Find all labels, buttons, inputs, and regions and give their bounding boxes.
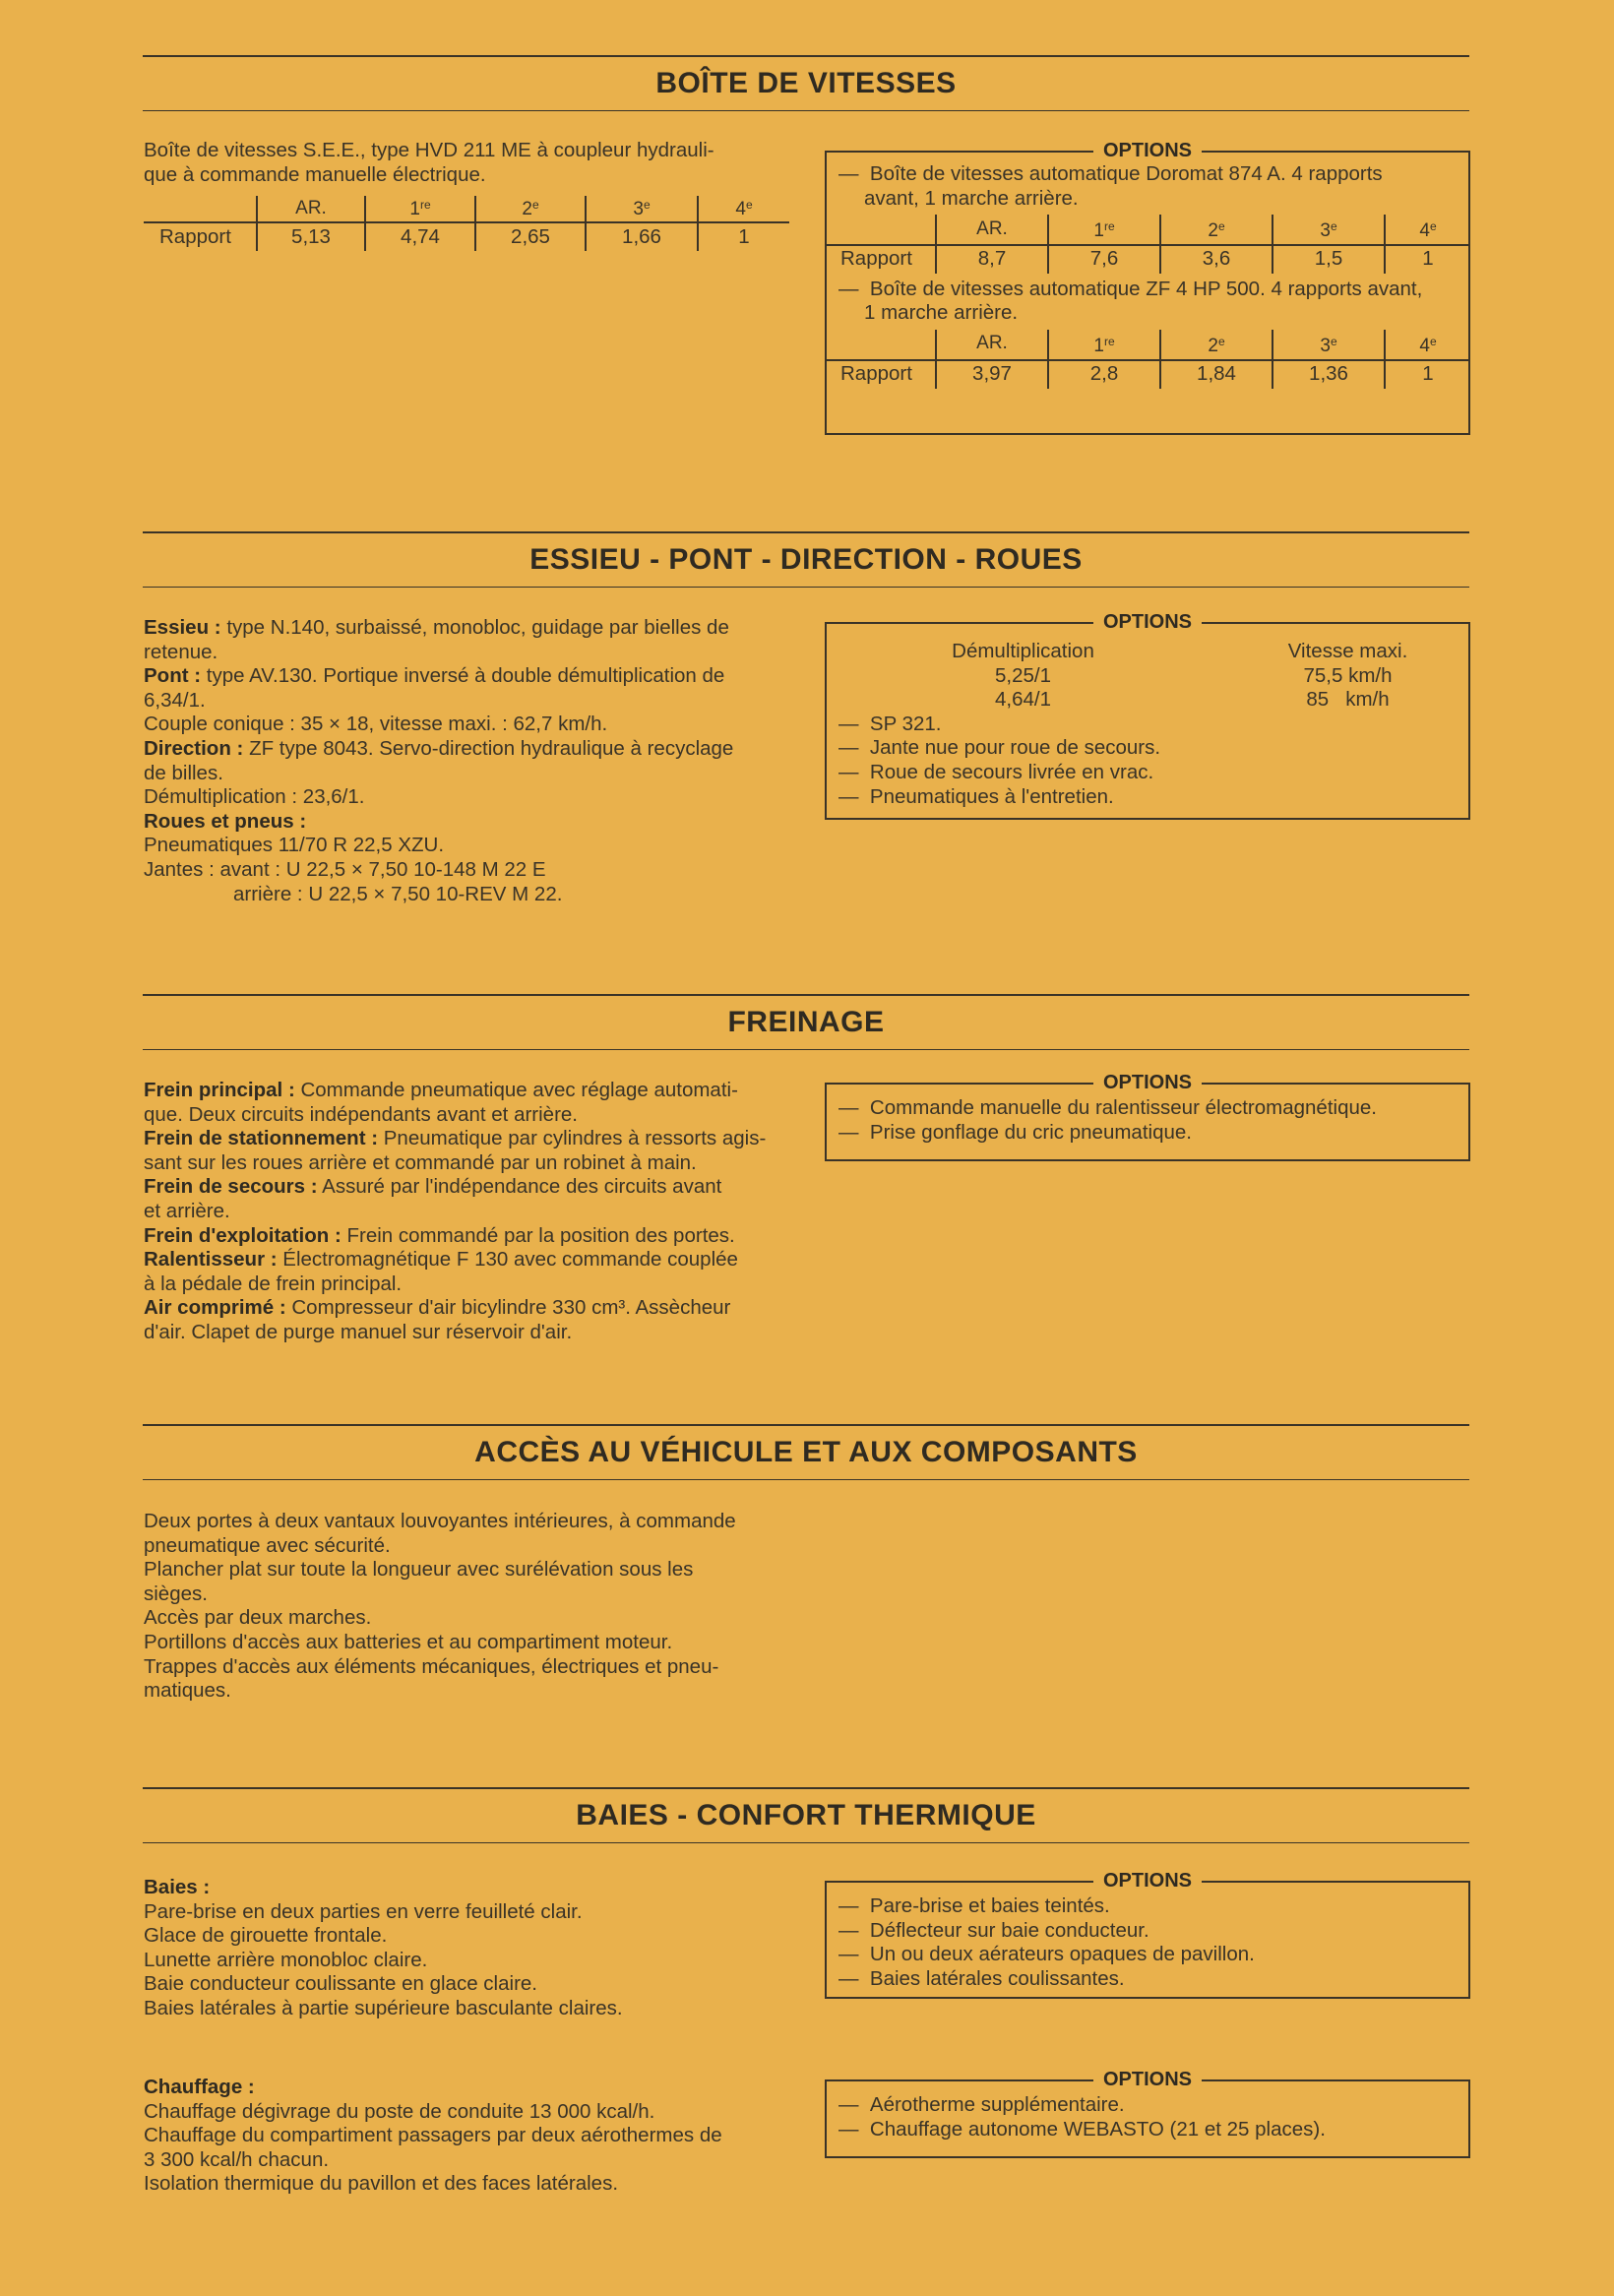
option-gear-cell: 1 <box>1385 245 1470 274</box>
section-title-freinage: FREINAGE <box>727 1006 885 1038</box>
option-gear-table-2: AR. 1re 2e 3e 4e Rapport 3,97 2,8 1,84 1,36 1 <box>827 330 1470 389</box>
option-item: — Commande manuelle du ralentisseur électromagnétique. <box>838 1096 1459 1121</box>
option-item: — Pare-brise et baies teintés. <box>838 1894 1459 1919</box>
chauffage-description: Chauffage : Chauffage dégivrage du poste de conduite 13 000 kcal/h. Chauffage du compartiment passagers par deux aérothermes de 3 300 kcal/h chacun. Isolation thermique du pavillon et des faces latérales. <box>144 2076 722 2196</box>
options-box-essieu: OPTIONS Démultiplication 5,25/1 4,64/1 Vitesse maxi. 75,5 km/h 85 km/h — SP 321. — Jante nue pour roue de secours. — Roue de secours livrée en vrac. — Pneumatiques à l'entretien. <box>825 622 1470 820</box>
essieu-description: Essieu : type N.140, surbaissé, monobloc, guidage par bielles de retenue. Pont : type AV.130. Portique inversé à double démultiplication de 6,34/1. Couple conique : 35 × 18, vitesse maxi. : 62,7 km/h. Direction : ZF type 8043. Servo-direction hydraulique à recyclage de billes. Démultiplication : 23,6/1. Roues et pneus : Pneumatiques 11/70 R 22,5 XZU. Jantes : avant : U 22,5 × 7,50 10-148 M 22 E arrière : U 22,5 × 7,50 10-REV M 22. <box>144 616 734 905</box>
option-item: — Roue de secours livrée en vrac. <box>838 761 1459 785</box>
options-box-boite <box>825 140 1470 435</box>
section-header-baies <box>143 1787 1469 1843</box>
freinage-description: Frein principal : Commande pneumatique avec réglage automati- que. Deux circuits indépendants avant et arrière. Frein de stationnement : Pneumatique par cylindres à ressorts agis- sant sur les roues arrière et commandé par un robinet à main. Frein de secours : Assuré par l'indépendance des circuits avant et arrière. Frein d'exploitation : Frein commandé par la position des portes. Ralentisseur : Électromagnétique F 130 avec commande couplée à la pédale de frein principal. Air comprimé : Compresseur d'air bicylindre 330 cm³. Assècheur d'air. Clapet de purge manuel sur réservoir d'air. <box>144 1079 767 1343</box>
gear-cell: 2,65 <box>475 222 586 251</box>
option-item: — Boîte de vitesses automatique ZF 4 HP 500. 4 rapports avant, 1 marche arrière. <box>838 278 1460 326</box>
boite-text-2: que à commande manuelle électrique. <box>144 162 486 186</box>
option-gear-cell: 2,8 <box>1048 360 1160 389</box>
option-gear-cell: 3,97 <box>936 360 1048 389</box>
gear-cell: 1,66 <box>586 222 698 251</box>
gear-row-label: Rapport <box>159 225 231 248</box>
section-header-acces <box>143 1424 1469 1480</box>
option-item: — Un ou deux aérateurs opaques de pavillon. <box>838 1943 1459 1967</box>
option-item: — SP 321. <box>838 713 1459 737</box>
section-header-boite <box>143 55 1469 111</box>
option-item: — Chauffage autonome WEBASTO (21 et 25 places). <box>838 2118 1459 2142</box>
option-item: — Jante nue pour roue de secours. <box>838 736 1459 761</box>
gear-cell: 1 <box>698 222 789 251</box>
gear-cell: 5,13 <box>257 222 365 251</box>
demultiplication-table: Démultiplication 5,25/1 4,64/1 Vitesse maxi. 75,5 km/h 85 km/h <box>952 640 1408 712</box>
options-box-chauffage: OPTIONS — Aérotherme supplémentaire. — Chauffage autonome WEBASTO (21 et 25 places). <box>825 2079 1470 2158</box>
gear-head-ar: AR. <box>257 196 365 222</box>
acces-description: Deux portes à deux vantaux louvoyantes intérieures, à commande pneumatique avec sécurité. Plancher plat sur toute la longueur avec surélévation sous les sièges. Accès par deux marches. Portillons d'accès aux batteries et au compartiment moteur. Trappes d'accès aux éléments mécaniques, électriques et pneu- matiques. <box>144 1510 736 1703</box>
option-gear-table-1: AR. 1re 2e 3e 4e Rapport 8,7 7,6 3,6 1,5 1 <box>827 215 1470 274</box>
option-item: — Pneumatiques à l'entretien. <box>838 785 1459 810</box>
option-gear-cell: 1,36 <box>1273 360 1385 389</box>
section-header-freinage <box>143 994 1469 1050</box>
options-box-baies: OPTIONS — Pare-brise et baies teintés. — Déflecteur sur baie conducteur. — Un ou deux aérateurs opaques de pavillon. — Baies latérales coulissantes. <box>825 1881 1470 1999</box>
section-header-essieu <box>143 531 1469 588</box>
option-item: — Baies latérales coulissantes. <box>838 1967 1459 1992</box>
section-title-boite: BOÎTE DE VITESSES <box>655 67 957 99</box>
option-gear-cell: 1,5 <box>1273 245 1385 274</box>
section-title-acces: ACCÈS AU VÉHICULE ET AUX COMPOSANTS <box>474 1436 1138 1468</box>
boite-description <box>144 139 793 187</box>
option-gear-cell: 1 <box>1385 360 1470 389</box>
option-gear-cell: 3,6 <box>1160 245 1273 274</box>
option-item: — Boîte de vitesses automatique Doromat 874 A. 4 rapports avant, 1 marche arrière. <box>838 162 1460 211</box>
option-item: — Aérotherme supplémentaire. <box>838 2093 1459 2118</box>
options-box-freinage: OPTIONS — Commande manuelle du ralentisseur électromagnétique. — Prise gonflage du cric pneumatique. <box>825 1083 1470 1161</box>
baies-description: Baies : Pare-brise en deux parties en verre feuilleté clair. Glace de girouette frontale. Lunette arrière monobloc claire. Baie conducteur coulissante en glace claire. Baies latérales à partie supérieure basculante claires. <box>144 1876 623 2019</box>
options-title: OPTIONS <box>1093 140 1202 161</box>
section-title-essieu: ESSIEU - PONT - DIRECTION - ROUES <box>529 543 1083 576</box>
boite-text-1: Boîte de vitesses S.E.E., type HVD 211 ME à coupleur hydrauli- <box>144 139 714 161</box>
option-gear-cell: 1,84 <box>1160 360 1273 389</box>
section-title-baies: BAIES - CONFORT THERMIQUE <box>576 1799 1036 1831</box>
option-item: — Prise gonflage du cric pneumatique. <box>838 1121 1459 1146</box>
option-gear-cell: 8,7 <box>936 245 1048 274</box>
gear-cell: 4,74 <box>365 222 475 251</box>
option-item: — Déflecteur sur baie conducteur. <box>838 1919 1459 1944</box>
gear-ratio-table: AR. 1re 2e 3e 4e Rapport 5,13 4,74 2,65 1,66 1 <box>144 196 789 251</box>
option-gear-cell: 7,6 <box>1048 245 1160 274</box>
